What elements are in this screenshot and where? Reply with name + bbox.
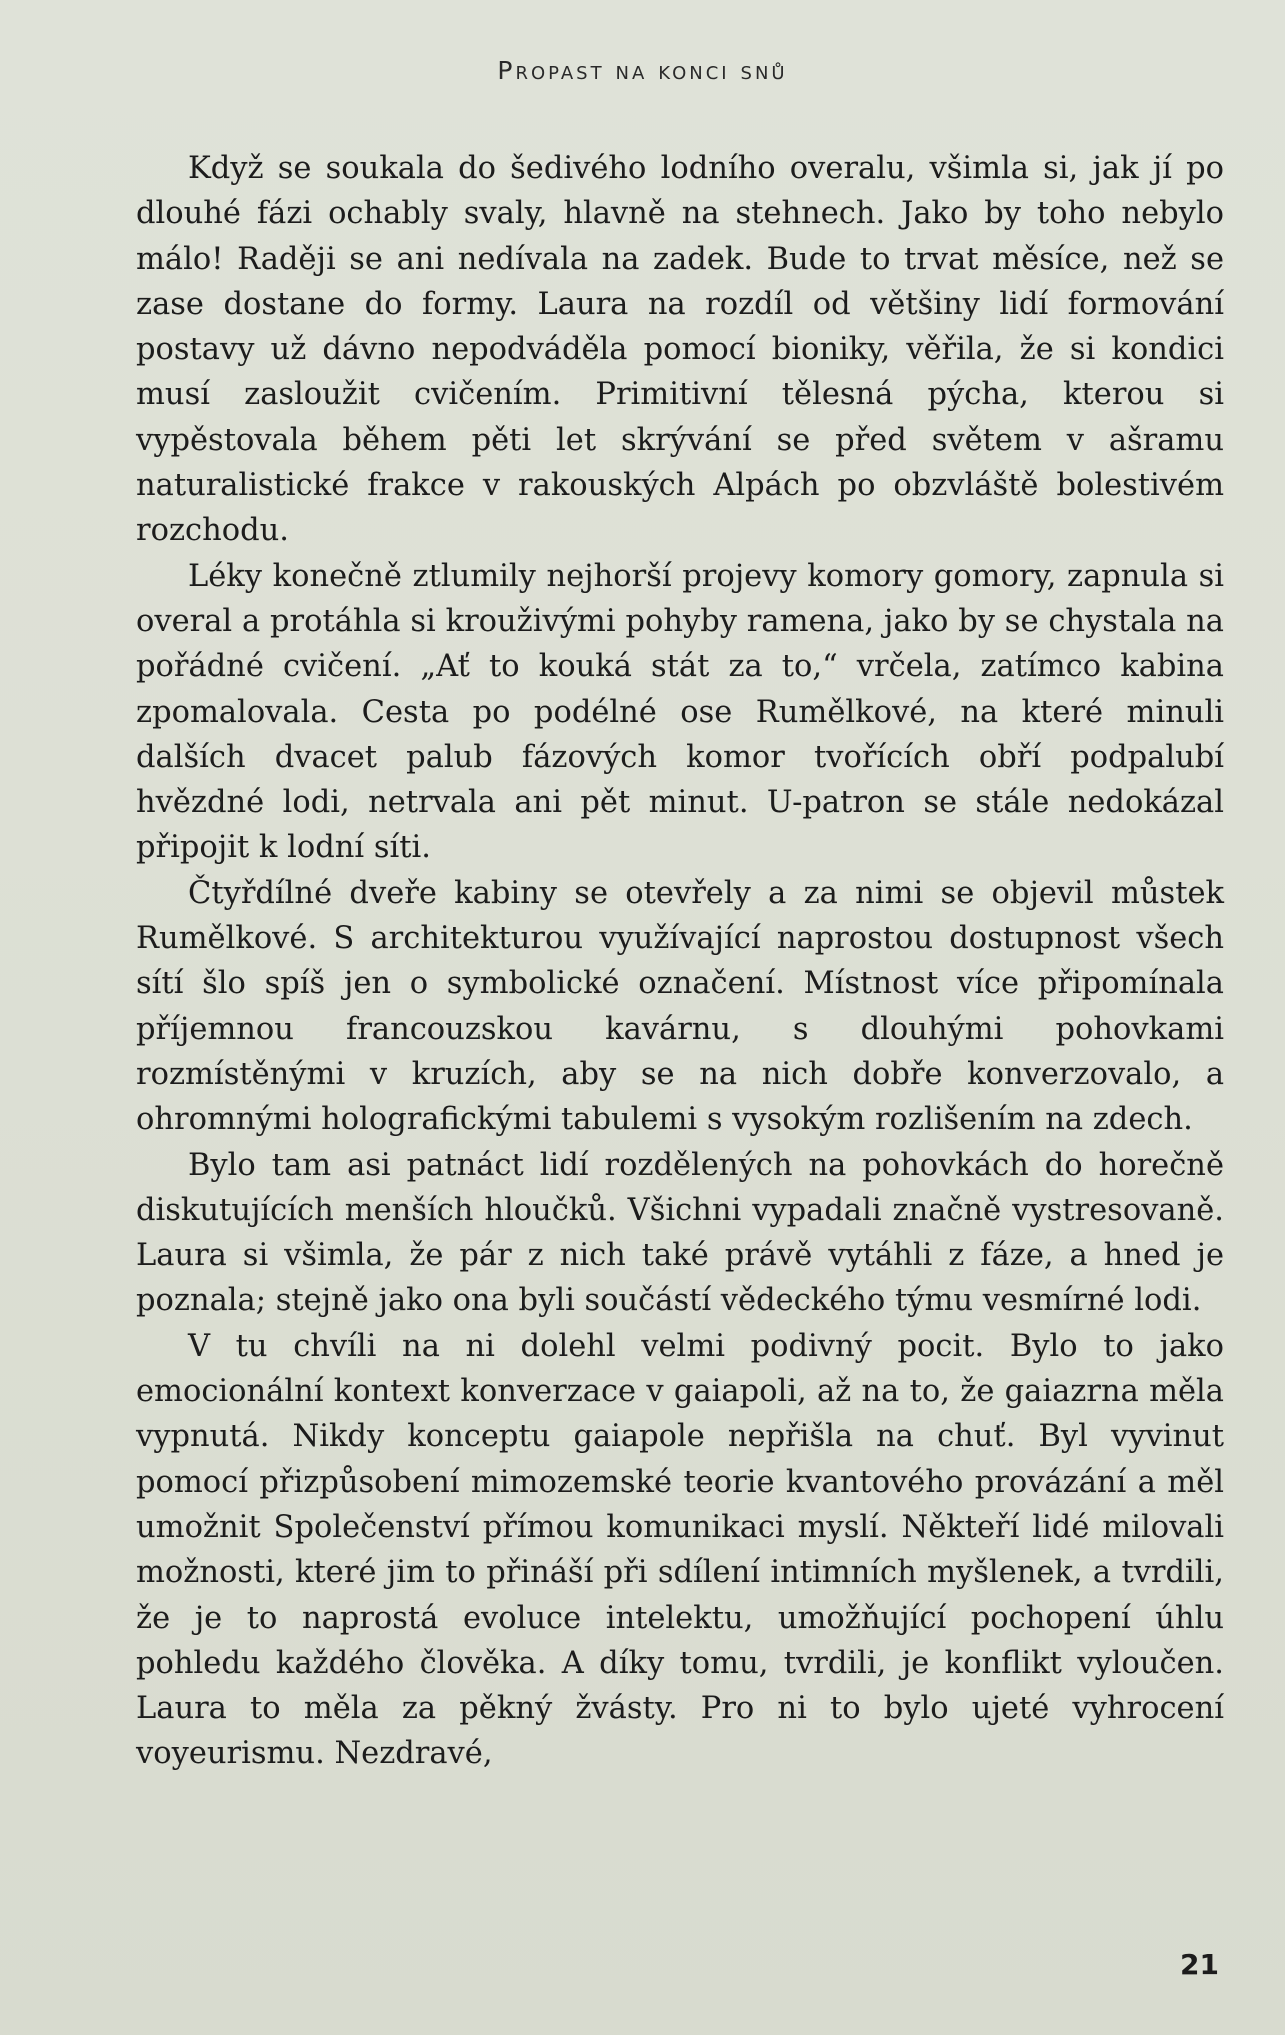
paragraph-2: Léky konečně ztlumily nejhorší projevy komory gomory, zapnula si overal a protáhla si krouživými pohyby ramena, jako by se chystala na pořádné cvičení. „Ať to kouká stát za to,“ vrčela, zatímco kabina zpomalovala. Cesta po podélné ose Rumělkové, na které minuli dalších dvacet palub fázových komor tvořících obří podpalubí hvězdné lodi, netrvala ani pět minut. U-patron se stále nedokázal připojit k lodní síti. (136, 558, 1224, 866)
running-head: Propast na konci snů (497, 56, 788, 85)
paragraph-3: Čtyřdílné dveře kabiny se otevřely a za nimi se objevil můstek Rumělkové. S architekturou využívající naprostou dostupnost všech sítí šlo spíš jen o symbolické označení. Místnost více připomínala příjemnou francouzskou kavárnu, s dlouhými pohovkami rozmístěnými v kruzích, aby se na nich dobře konverzovalo, a ohromnými holografickými tabulemi s vysokým rozlišením na zdech. (136, 875, 1224, 1138)
paragraph-1: Když se soukala do šedivého lodního overalu, všimla si, jak jí po dlouhé fázi ochably svaly, hlavně na stehnech. Jako by toho nebylo málo! Raději se ani nedívala na zadek. Bude to trvat měsíce, než se zase dostane do formy. Laura na rozdíl od většiny lidí formování postavy už dávno nepodváděla pomocí bioniky, věřila, že si kondici musí zasloužit cvičením. Primitivní tělesná pýcha, kterou si vypěstovala během pěti let skrývání se před světem v ašramu naturalistické frakce v rakouských Alpách po obzvláště bolestivém rozchodu. (136, 151, 1224, 549)
body-text (136, 146, 1224, 1777)
paragraph-5: V tu chvíli na ni dolehl velmi podivný pocit. Bylo to jako emocionální kontext konverzace v gaiapoli, až na to, že gaiazrna měla vypnutá. Nikdy konceptu gaiapole nepřišla na chuť. Byl vyvinut pomocí přizpůsobení mimozemské teorie kvantového provázání a měl umožnit Společenství přímou komunikaci myslí. Někteří lidé milovali možnosti, které jim to přináší při sdílení intimních myšlenek, a tvrdili, že je to naprostá evoluce intelektu, umožňující pochopení úhlu pohledu každého člověka. A díky tomu, tvrdili, je konflikt vyloučen. Laura to měla za pěkný žvásty. Pro ni to bylo ujeté vyhrocení voyeurismu. Nezdravé, (136, 1328, 1224, 1772)
paragraph-4: Bylo tam asi patnáct lidí rozdělených na pohovkách do horečně diskutujících menších hloučků. Všichni vypadali značně vystresovaně. Laura si všimla, že pár z nich také právě vytáhli z fáze, a hned je poznala; stejně jako ona byli součástí vědeckého týmu vesmírné lodi. (136, 1147, 1224, 1319)
page-number: 21 (1180, 1948, 1219, 1981)
